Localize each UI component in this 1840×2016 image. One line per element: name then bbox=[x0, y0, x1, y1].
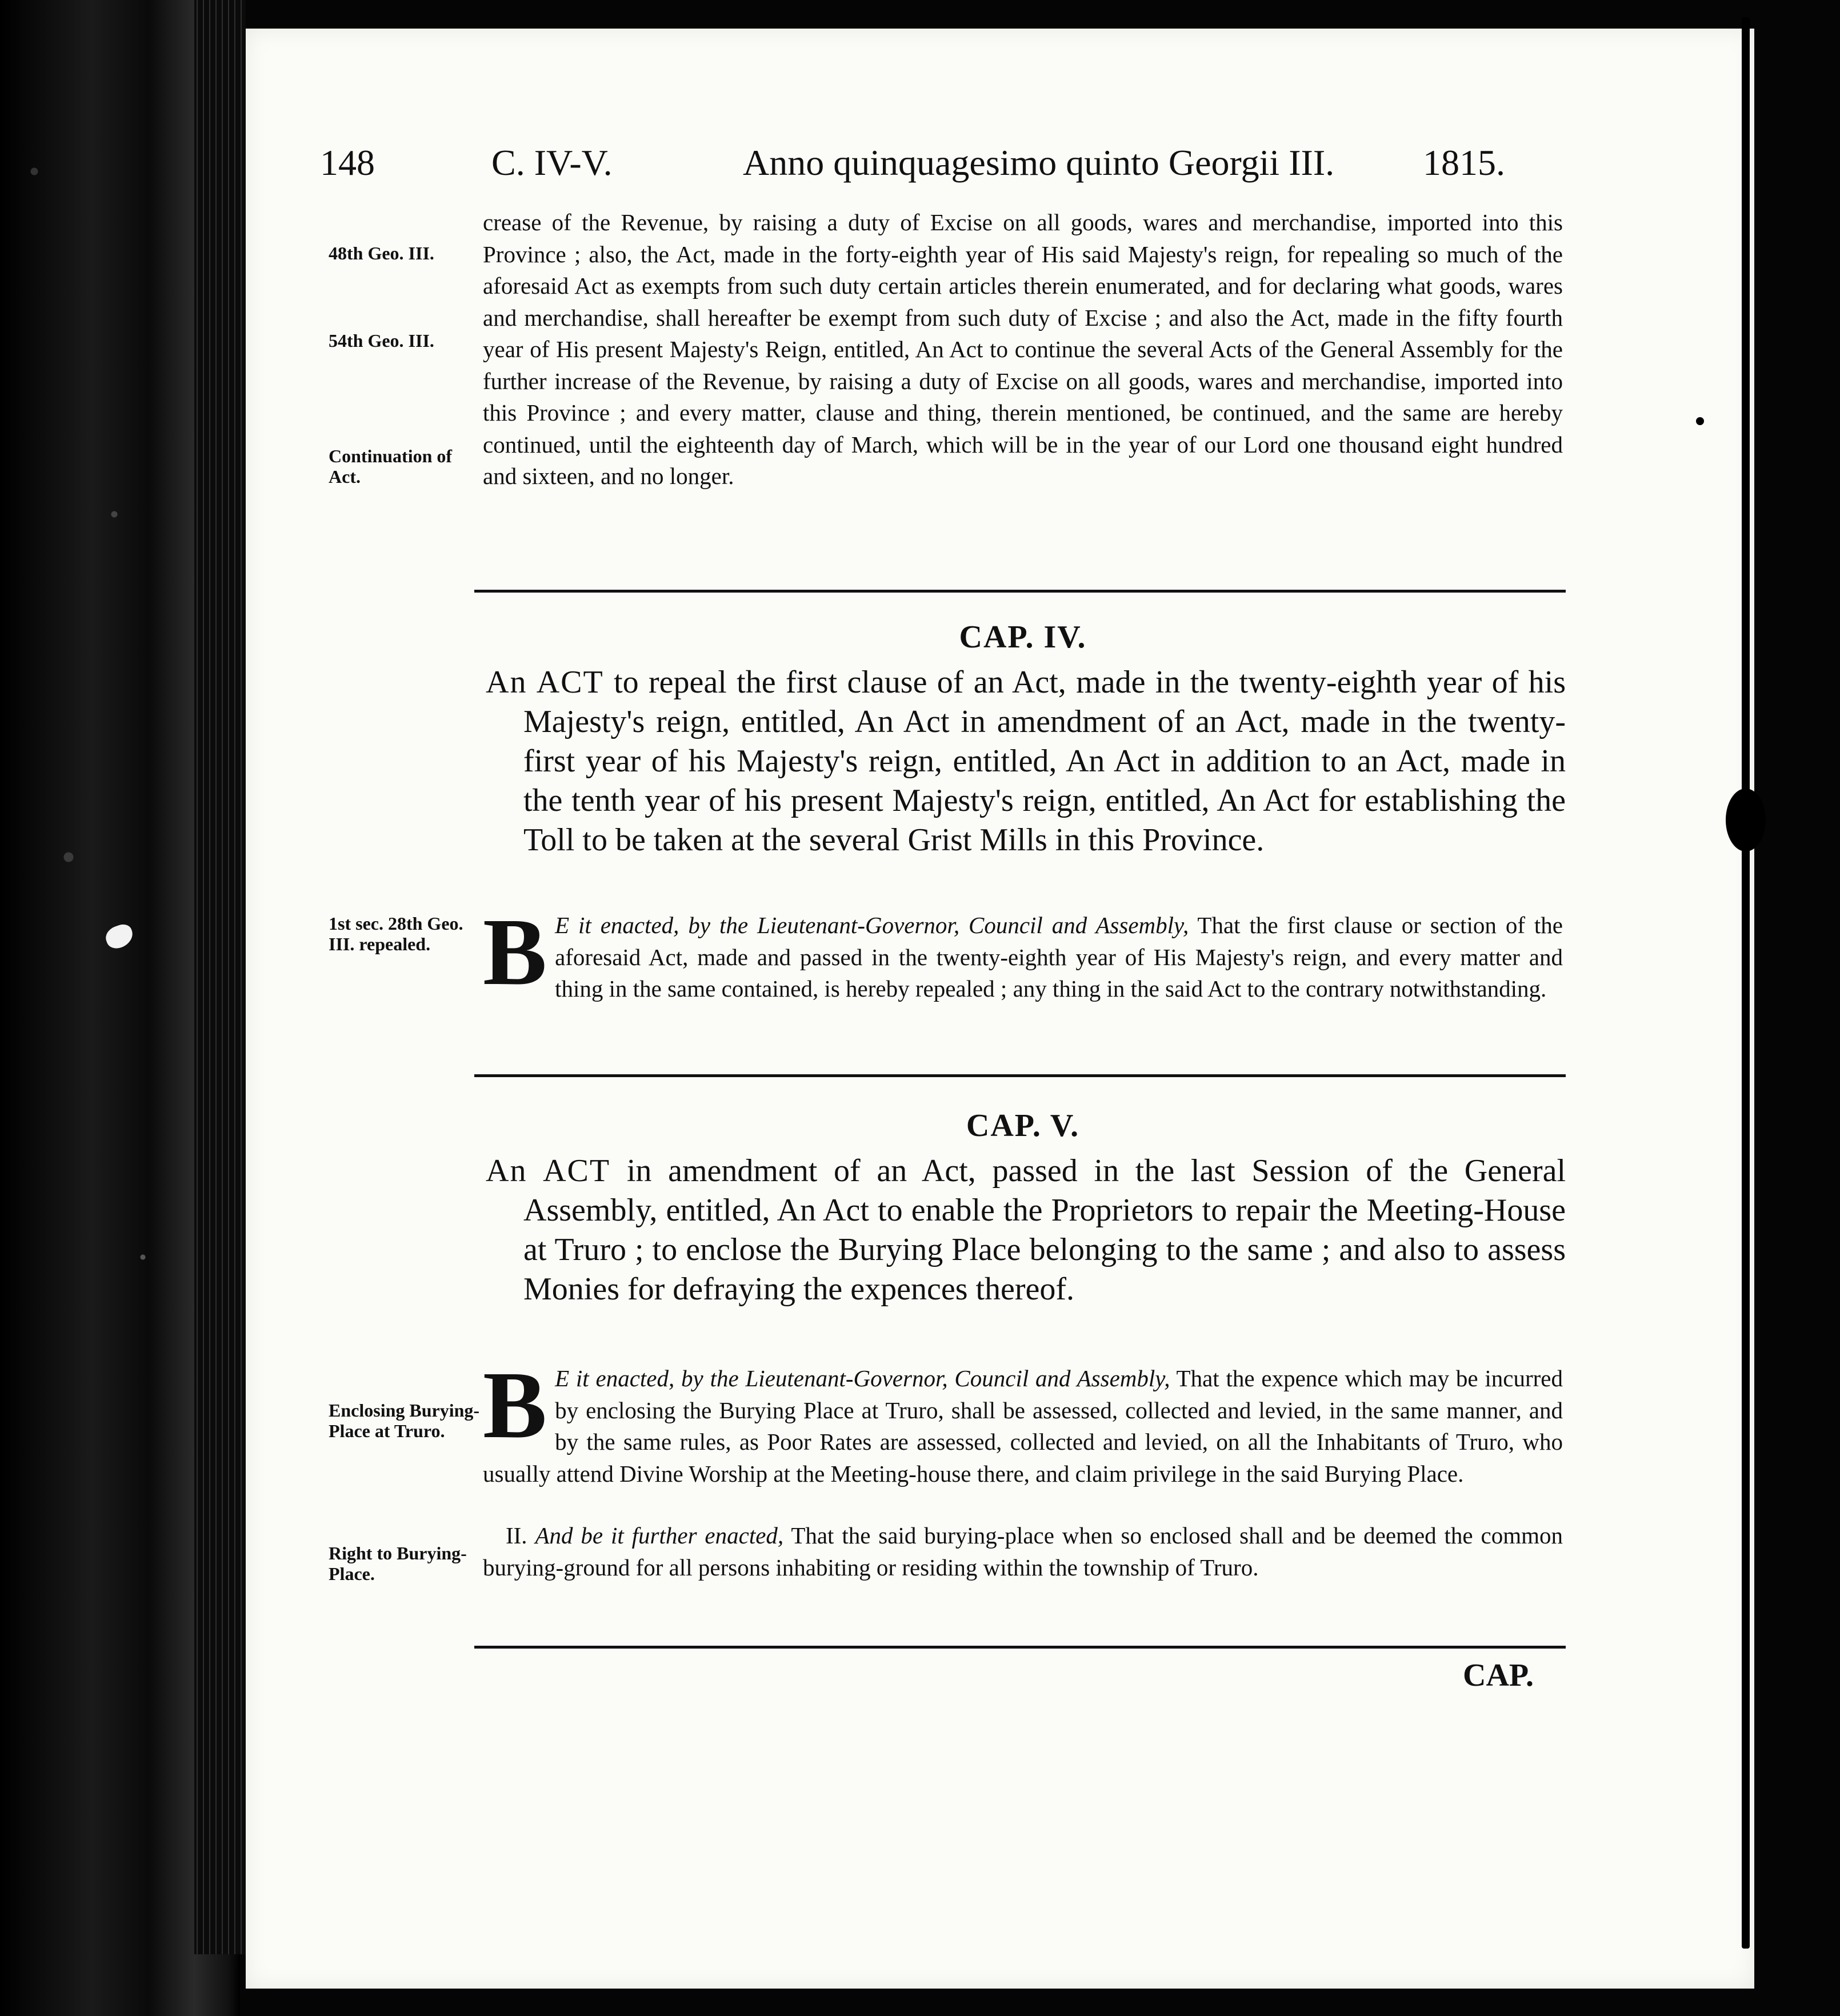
cap-v-title bbox=[486, 1151, 1566, 1309]
cap-v-section-2-text: That the said burying-place when so enclosed shall and be deemed the common burying-ground for all persons inhabiting or residing within the township of Truro. bbox=[483, 1522, 1563, 1581]
binding-rule bbox=[1742, 17, 1750, 1949]
section-number: II. bbox=[506, 1522, 527, 1549]
running-head bbox=[320, 137, 1566, 189]
catchword: CAP. bbox=[1463, 1658, 1534, 1693]
drop-cap: B bbox=[483, 899, 547, 1005]
continuation-paragraph: crease of the Revenue, by raising a duty of Excise on all goods, wares and merchandise, imported into this Province ; also, the Act, made in the forty-eighth year of His said Majesty's reign, for repealing so much of the aforesaid Act as exempts from such duty certain articles therein enumerated, and for declaring what goods, wares and merchandise, shall hereafter be exempt from such duty of Excise ; and also the Act, made in the fifty fourth year of His present Majesty's Reign, entitled, An Act to continue the several Acts of the General Assembly for the further increase of the Revenue, by raising a duty of Excise on all goods, wares and merchandise, imported into this Province ; and every matter, clause and thing, therein mentioned, be continued, and the same are hereby continued, until the eighteenth day of March, which will be in the year of our Lord one thousand eight hundred and sixteen, and no longer. bbox=[483, 209, 1563, 489]
cap-v-section-2 bbox=[483, 1520, 1563, 1583]
cap-v-title-lead: An ACT bbox=[486, 1153, 611, 1189]
drop-cap: B bbox=[483, 1352, 547, 1458]
cap-v-enact-text: That the expence which may be incurred by enclosing the Burying Place at Truro, shall be assessed, collected and levied, in the same manner, and by the same rules, as Poor Rates are assessed, collected and levied, on all the Inhabitants of Truro, who usually attend Divine Worship at the Meeting-house there, and claim privilege in the said Burying Place. bbox=[483, 1365, 1563, 1487]
running-year: 1815. bbox=[1423, 142, 1505, 183]
cap-iv-title bbox=[486, 663, 1566, 860]
cap-iv-enact-text: That the first clause or section of the aforesaid Act, made and passed in the twenty-eighth year of His Majesty's reign, and every matter and thing in the same contained, is hereby repealed ; any thing in the said Act to the contrary notwithstanding. bbox=[555, 912, 1563, 1002]
cap-iv-title-text: to repeal the first clause of an Act, made in the twenty-eighth year of his Majesty's reign, entitled, An Act in amendment of an Act, made in the twenty-first year of his Majesty's reign, entitled, An Act in addition to an Act, made in the tenth year of his present Majesty's reign, entitled, An Act for establishing the Toll to be taken at the several Grist Mills in this Province. bbox=[523, 665, 1566, 858]
ink-dot bbox=[1696, 417, 1704, 425]
margin-note-1st-sec: 1st sec. 28th Geo. III. repealed. bbox=[329, 913, 463, 954]
page-number: 148 bbox=[320, 142, 375, 183]
enacting-formula: E it enacted, by the Lieutenant-Governor, Council and Assembly, bbox=[555, 1365, 1170, 1391]
section-formula: And be it further enacted, bbox=[535, 1522, 784, 1549]
running-title: Anno quinquagesimo quinto Georgii III. bbox=[743, 142, 1335, 183]
margin-note-48th: 48th Geo. III. bbox=[329, 243, 434, 263]
cap-v-heading: CAP. V. bbox=[966, 1108, 1080, 1143]
margin-note-54th: 54th Geo. III. bbox=[329, 330, 434, 351]
section-rule bbox=[474, 590, 1566, 593]
cap-iv-heading: CAP. IV. bbox=[959, 619, 1087, 655]
cap-v-enactment bbox=[483, 1352, 1563, 1490]
enacting-formula: E it enacted, by the Lieutenant-Governor, Council and Assembly, bbox=[555, 912, 1189, 938]
margin-note-continuation: Continuation of Act. bbox=[329, 446, 453, 487]
margin-note-right: Right to Burying-Place. bbox=[329, 1543, 467, 1584]
page-edges bbox=[194, 0, 246, 1954]
margin-note-enclosing: Enclosing Burying-Place at Truro. bbox=[329, 1400, 480, 1441]
chapter-range: C. IV-V. bbox=[491, 142, 613, 183]
section-rule bbox=[474, 1074, 1566, 1077]
binding-knob bbox=[1726, 789, 1766, 851]
cap-iv-title-lead: An ACT bbox=[486, 665, 604, 700]
cap-v-title-text: in amendment of an Act, passed in the last Session of the General Assembly, entitled, An Act to enable the Proprietors to repair the Meeting-House at Truro ; to enclose the Burying Place belonging to the same ; and also to assess Monies for defraying the expences thereof. bbox=[523, 1153, 1566, 1307]
section-rule bbox=[474, 1646, 1566, 1649]
cap-iv-enactment bbox=[483, 899, 1563, 1005]
